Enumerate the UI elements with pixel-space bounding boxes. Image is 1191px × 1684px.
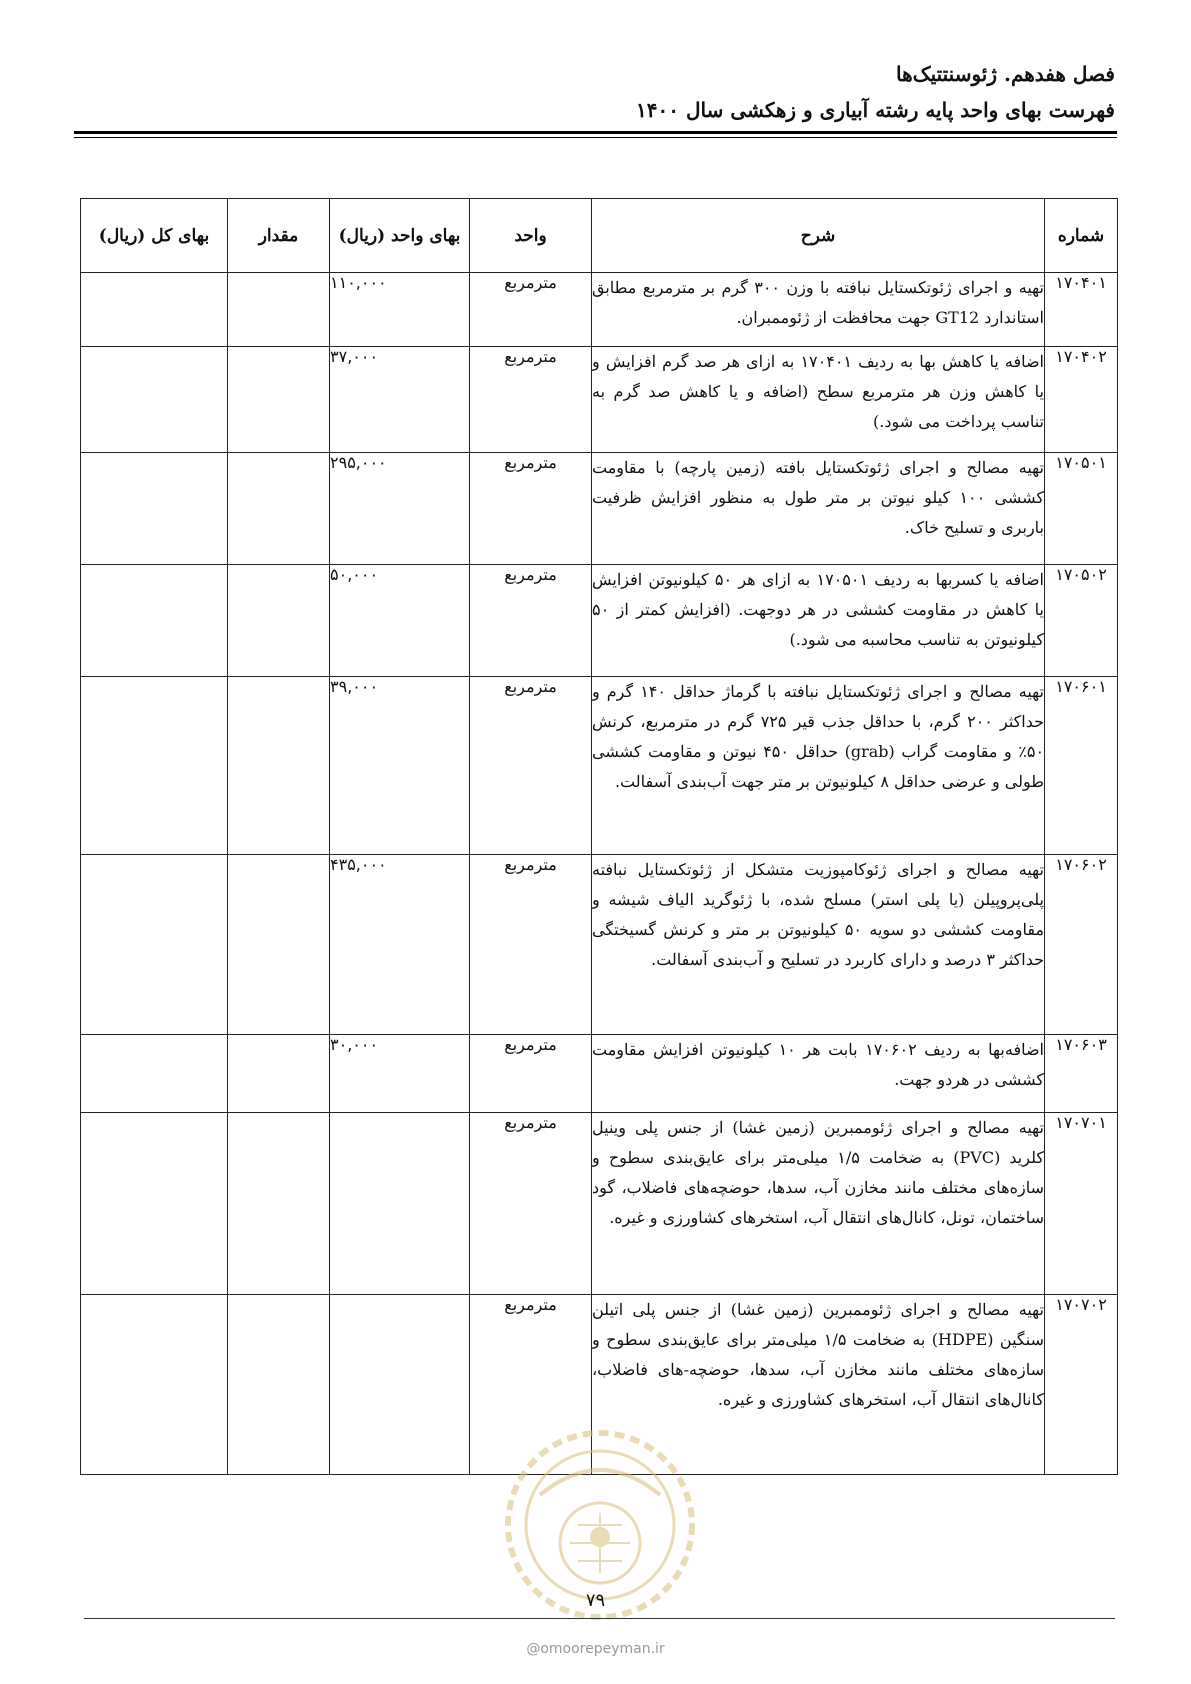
row-unit-price: ۳۰,۰۰۰: [330, 1035, 470, 1113]
row-description: تهیه مصالح و اجرای ژئوتکستایل بافته (زمین پارچه) با مقاومت کششی ۱۰۰ کیلو نیوتن بر متر طول به منظور افزایش ظرفیت باربری و تسلیح خاک.: [592, 453, 1045, 565]
header-unit-price: بهای واحد (ریال): [330, 199, 470, 273]
table-row: [81, 677, 1118, 855]
header-number: شماره: [1045, 199, 1118, 273]
row-description: اضافه‌بها به ردیف ۱۷۰۶۰۲ بابت هر ۱۰ کیلونیوتن افزایش مقاومت کششی در هردو جهت.: [592, 1035, 1045, 1113]
page-number: ۷۹: [585, 1590, 606, 1611]
row-unit: مترمربع: [470, 1113, 592, 1295]
row-quantity: [228, 1113, 330, 1295]
row-unit-price: [330, 1113, 470, 1295]
row-number: ۱۷۰۵۰۱: [1045, 453, 1118, 565]
row-unit: مترمربع: [470, 855, 592, 1035]
row-quantity: [228, 1035, 330, 1113]
table-row: [81, 453, 1118, 565]
row-unit: مترمربع: [470, 677, 592, 855]
table-row: [81, 855, 1118, 1035]
row-unit-price: ۵۰,۰۰۰: [330, 565, 470, 677]
row-quantity: [228, 565, 330, 677]
row-unit-price: ۲۹۵,۰۰۰: [330, 453, 470, 565]
row-quantity: [228, 347, 330, 453]
table-header-row: [81, 199, 1118, 273]
row-total: [81, 1113, 228, 1295]
row-unit-price: ۴۳۵,۰۰۰: [330, 855, 470, 1035]
row-quantity: [228, 1295, 330, 1475]
row-number: ۱۷۰۵۰۲: [1045, 565, 1118, 677]
row-unit-price: [330, 1295, 470, 1475]
table-row: [81, 347, 1118, 453]
table-row: [81, 273, 1118, 347]
row-description: تهیه مصالح و اجرای ژئوممبرین (زمین غشا) از جنس پلی اتیلن سنگین (HDPE) به ضخامت ۱/۵ میلی‌متر برای عایق‌بندی سطوح و سازه‌های مختلف مانند مخازن آب، سدها، حوضچه-های فاضلاب، کانال‌های انتقال آب، استخرهای کشاورزی و غیره.: [592, 1295, 1045, 1475]
row-quantity: [228, 677, 330, 855]
header-rule-thick: [74, 131, 1117, 134]
row-number: ۱۷۰۶۰۳: [1045, 1035, 1118, 1113]
row-unit-price: ۱۱۰,۰۰۰: [330, 273, 470, 347]
row-unit: مترمربع: [470, 565, 592, 677]
row-total: [81, 855, 228, 1035]
row-total: [81, 565, 228, 677]
header-description: شرح: [592, 199, 1045, 273]
row-number: ۱۷۰۷۰۲: [1045, 1295, 1118, 1475]
row-quantity: [228, 453, 330, 565]
row-total: [81, 1035, 228, 1113]
table-row: [81, 1113, 1118, 1295]
row-number: ۱۷۰۴۰۱: [1045, 273, 1118, 347]
row-total: [81, 677, 228, 855]
header-total: بهای کل (ریال): [81, 199, 228, 273]
row-unit: مترمربع: [470, 273, 592, 347]
document-title: فهرست بهای واحد پایه رشته آبیاری و زهکشی سال ۱۴۰۰: [636, 98, 1115, 122]
row-description: اضافه یا کاهش بها به ردیف ۱۷۰۴۰۱ به ازای هر صد گرم افزایش و یا کاهش وزن هر مترمربع سطح (اضافه و یا کاهش صد گرم به تناسب پرداخت می شود.): [592, 347, 1045, 453]
header-quantity: مقدار: [228, 199, 330, 273]
row-total: [81, 273, 228, 347]
header-unit: واحد: [470, 199, 592, 273]
table-row: [81, 1035, 1118, 1113]
row-unit: مترمربع: [470, 453, 592, 565]
row-unit-price: ۳۹,۰۰۰: [330, 677, 470, 855]
row-description: تهیه مصالح و اجرای ژئوممبرین (زمین غشا) از جنس پلی وینیل کلرید (PVC) به ضخامت ۱/۵ میلی‌متر برای عایق‌بندی سطوح و سازه‌های مختلف مانند مخازن آب، سدها، حوضچه‌های فاضلاب، گود ساختمان، تونل، کانال‌های انتقال آب، استخرهای کشاورزی و غیره.: [592, 1113, 1045, 1295]
row-description: اضافه یا کسربها به ردیف ۱۷۰۵۰۱ به ازای هر ۵۰ کیلونیوتن افزایش یا کاهش در مقاومت کششی در هر دوجهت. (افزایش کمتر از ۵۰ کیلونیوتن به تناسب محاسبه می شود.): [592, 565, 1045, 677]
row-description: تهیه مصالح و اجرای ژئوکامپوزیت متشکل از ژئوتکستایل نبافته پلی‌پروپیلن (یا پلی استر) مسلح شده، با ژئوگرید الیاف شیشه و مقاومت کششی دو سویه ۵۰ کیلونیوتن بر متر و کرنش گسیختگی حداکثر ۳ درصد و دارای کاربرد در تسلیح و آب‌بندی آسفالت.: [592, 855, 1045, 1035]
footer-rule: [84, 1618, 1115, 1619]
row-description: تهیه و اجرای ژئوتکستایل نبافته با وزن ۳۰۰ گرم بر مترمربع مطابق استاندارد GT12 جهت محافظت از ژئوممبران.: [592, 273, 1045, 347]
row-total: [81, 347, 228, 453]
row-total: [81, 453, 228, 565]
price-list-table: [80, 198, 1118, 1475]
row-quantity: [228, 273, 330, 347]
row-number: ۱۷۰۴۰۲: [1045, 347, 1118, 453]
row-quantity: [228, 855, 330, 1035]
website-watermark: @omoorepeyman.ir: [526, 1641, 665, 1657]
row-number: ۱۷۰۶۰۱: [1045, 677, 1118, 855]
row-unit: مترمربع: [470, 1295, 592, 1475]
row-unit-price: ۳۷,۰۰۰: [330, 347, 470, 453]
row-unit: مترمربع: [470, 347, 592, 453]
table-row: [81, 565, 1118, 677]
row-number: ۱۷۰۷۰۱: [1045, 1113, 1118, 1295]
row-unit: مترمربع: [470, 1035, 592, 1113]
row-description: تهیه مصالح و اجرای ژئوتکستایل نبافته با گرماژ حداقل ۱۴۰ گرم و حداکثر ۲۰۰ گرم، با حداقل جذب قیر ۷۲۵ گرم در مترمربع، کرنش ۵۰٪ و مقاومت گراب (grab) حداقل ۴۵۰ نیوتن و مقاومت کششی طولی و عرضی حداقل ۸ کیلونیوتن بر متر جهت آب‌بندی آسفالت.: [592, 677, 1045, 855]
header-rule-thin: [74, 137, 1117, 138]
chapter-title: فصل هفدهم. ژئوسنتتیک‌ها: [896, 62, 1115, 86]
row-number: ۱۷۰۶۰۲: [1045, 855, 1118, 1035]
row-total: [81, 1295, 228, 1475]
